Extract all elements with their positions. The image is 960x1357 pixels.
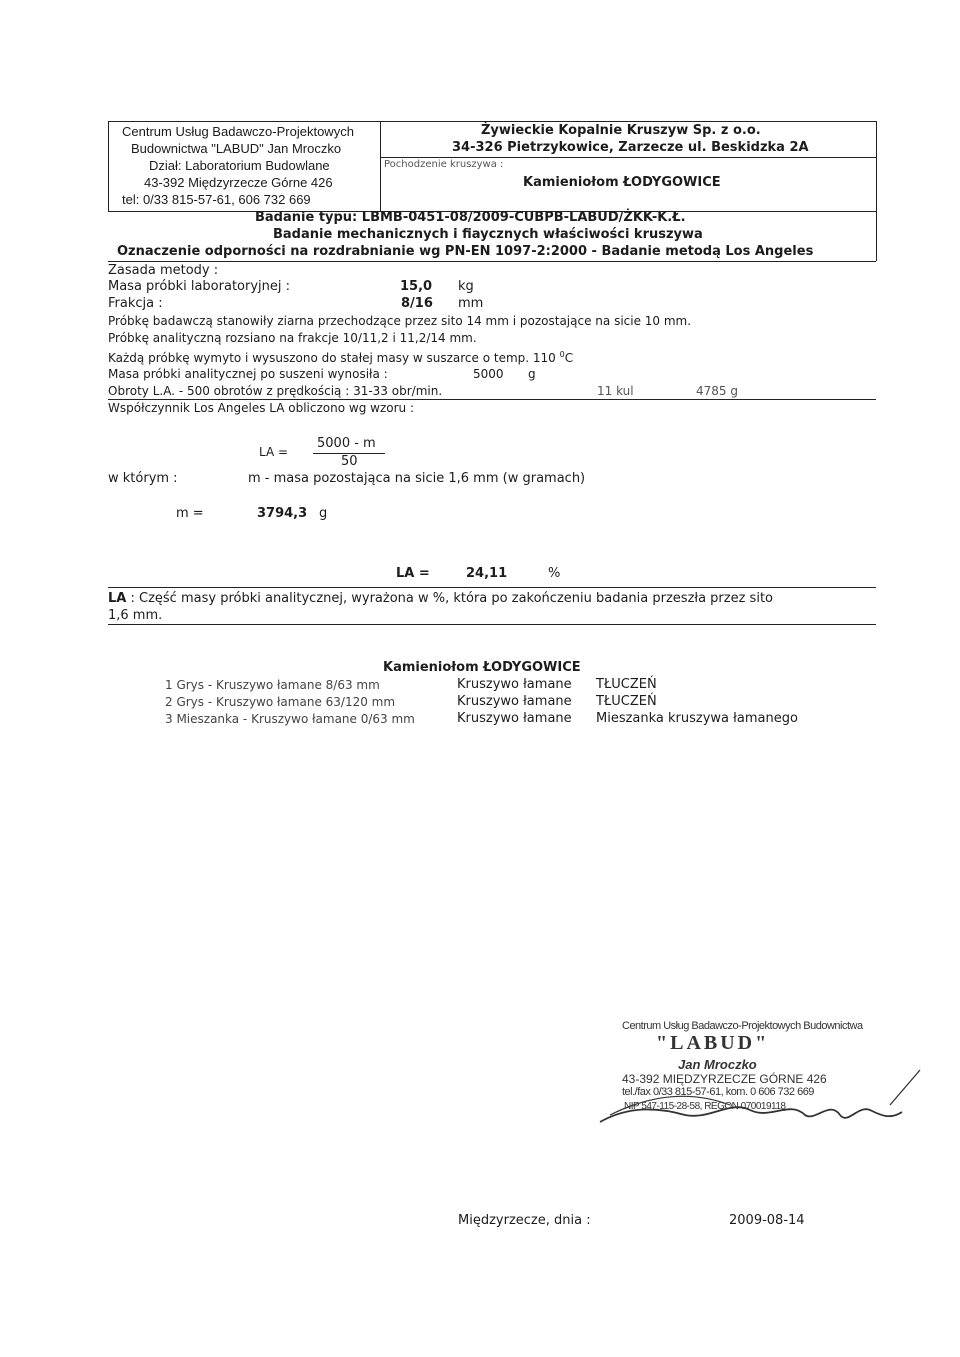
balls-mass-text: 4785 g	[696, 384, 738, 398]
la-def-text: : Część masy próbki analitycznej, wyrażona w %, która po zakończeniu badania przeszła przez sito	[130, 591, 773, 606]
product-row-2-name: 2 Grys - Kruszywo łamane 63/120 mm	[165, 695, 396, 709]
products-title: Kamieniołom ŁODYGOWICE	[383, 660, 581, 675]
mass-unit: kg	[458, 279, 474, 294]
la-definition-line-1	[108, 591, 773, 606]
report-type: Badanie typu: LBMB-0451-08/2009-CUBPB-LABUD/ŻKK-K.Ł.	[255, 210, 686, 225]
header-left-border	[108, 121, 109, 211]
la-unit: %	[548, 566, 561, 581]
formula-numerator: 5000 - m	[317, 436, 376, 451]
fraction-value: 8/16	[401, 296, 433, 311]
header-top-border	[108, 121, 876, 122]
dry-mass-label: Masa próbki analitycznej po suszeni wynosiła :	[108, 367, 388, 381]
client-address: 34-326 Pietrzykowice, Zarzecze ul. Beskidzka 2A	[452, 140, 809, 155]
dried-sup: 0	[559, 350, 565, 359]
client-divider	[380, 157, 876, 158]
analytic-text: Próbkę analityczną rozsiano na frakcje 10/11,2 i 11,2/14 mm.	[108, 331, 477, 345]
mass-label: Masa próbki laboratoryjnej :	[108, 279, 290, 294]
report-method: Oznaczenie odporności na rozdrabnianie wg PN-EN 1097-2:2000 - Badanie metodą Los Angeles	[117, 244, 814, 259]
la-bottom-border	[108, 624, 876, 625]
principle-label: Zasada metody :	[108, 263, 219, 278]
stamp-line-5: tel./fax 0/33 815-57-61, kom. 0 606 732 669	[622, 1086, 814, 1098]
product-row-1-type: Kruszywo łamane	[457, 677, 572, 692]
stamp-line-4: 43-392 MIĘDZYRZECZE GÓRNE 426	[622, 1072, 827, 1086]
report-subtitle: Badanie mechanicznych i fiaycznych właściwości kruszywa	[273, 227, 703, 242]
dried-main: Każdą próbkę wymyto i wysuszono do stałej masy w suszarce o temp. 110	[108, 351, 556, 365]
coef-text: Współczynnik Los Angeles LA obliczono wg wzoru :	[108, 401, 414, 415]
where-text: m - masa pozostająca na sicie 1,6 mm (w gramach)	[248, 471, 586, 486]
lab-line-3: Dział: Laboratorium Budowlane	[149, 158, 330, 173]
product-row-3-type: Kruszywo łamane	[457, 711, 572, 726]
lab-line-5: tel: 0/33 815-57-61, 606 732 669	[122, 192, 311, 207]
dry-mass-value: 5000	[473, 367, 504, 381]
la-value: 24,11	[466, 566, 508, 581]
header-divider	[380, 121, 381, 211]
method-border	[108, 261, 876, 262]
la-top-border	[108, 587, 876, 588]
product-row-2-type: Kruszywo łamane	[457, 694, 572, 709]
m-label: m =	[176, 506, 204, 521]
product-row-1-name: 1 Grys - Kruszywo łamane 8/63 mm	[165, 678, 380, 692]
la-definition-line-2: 1,6 mm.	[108, 608, 163, 623]
lab-line-1: Centrum Usług Badawczo-Projektowych	[122, 124, 354, 139]
lab-line-4: 43-392 Międzyrzecze Górne 426	[144, 175, 333, 190]
balls-text: 11 kul	[597, 384, 634, 398]
dried-text	[108, 350, 573, 365]
client-name: Żywieckie Kopalnie Kruszyw Sp. z o.o.	[481, 123, 761, 138]
origin-value: Kamieniołom ŁODYGOWICE	[523, 175, 721, 190]
sample-text: Próbkę badawczą stanowiły ziarna przechodzące przez sito 14 mm i pozostające na sicie 10 mm.	[108, 314, 692, 328]
la-def-bold: LA	[108, 591, 127, 606]
rotations-text: Obroty L.A. - 500 obrotów z prędkością : 31-33 obr/min.	[108, 384, 443, 398]
la-label: LA =	[396, 566, 430, 581]
signature	[590, 1060, 930, 1130]
stamp-line-6: NIP 547-115-28-58, REGON 070019118	[624, 1101, 786, 1112]
product-row-1-kind: TŁUCZEŃ	[596, 677, 657, 692]
fraction-unit: mm	[458, 296, 484, 311]
where-label: w którym :	[108, 471, 178, 486]
formula-lhs: LA =	[259, 445, 289, 459]
dried-unit: C	[564, 351, 574, 365]
dry-mass-unit: g	[528, 367, 536, 381]
fraction-label: Frakcja :	[108, 296, 163, 311]
product-row-2-kind: TŁUCZEŃ	[596, 694, 657, 709]
m-unit: g	[319, 506, 328, 521]
formula-denominator: 50	[341, 454, 358, 469]
stamp-line-1: Centrum Usług Badawczo-Projektowych Budownictwa	[622, 1020, 863, 1032]
stamp-line-2: "LABUD"	[656, 1032, 770, 1054]
footer-place: Międzyrzecze, dnia :	[458, 1213, 591, 1228]
m-value: 3794,3	[257, 506, 308, 521]
stamp-line-3: Jan Mroczko	[678, 1057, 757, 1072]
rotations-underline	[108, 399, 876, 400]
lab-line-2: Budownictwa "LABUD" Jan Mroczko	[131, 141, 342, 156]
mass-value: 15,0	[400, 279, 433, 294]
header-right-border	[876, 121, 877, 261]
footer-date: 2009-08-14	[729, 1213, 805, 1228]
origin-label: Pochodzenie kruszywa :	[384, 159, 504, 170]
product-row-3-name: 3 Mieszanka - Kruszywo łamane 0/63 mm	[165, 712, 415, 726]
product-row-3-kind: Mieszanka kruszywa łamanego	[596, 711, 798, 726]
